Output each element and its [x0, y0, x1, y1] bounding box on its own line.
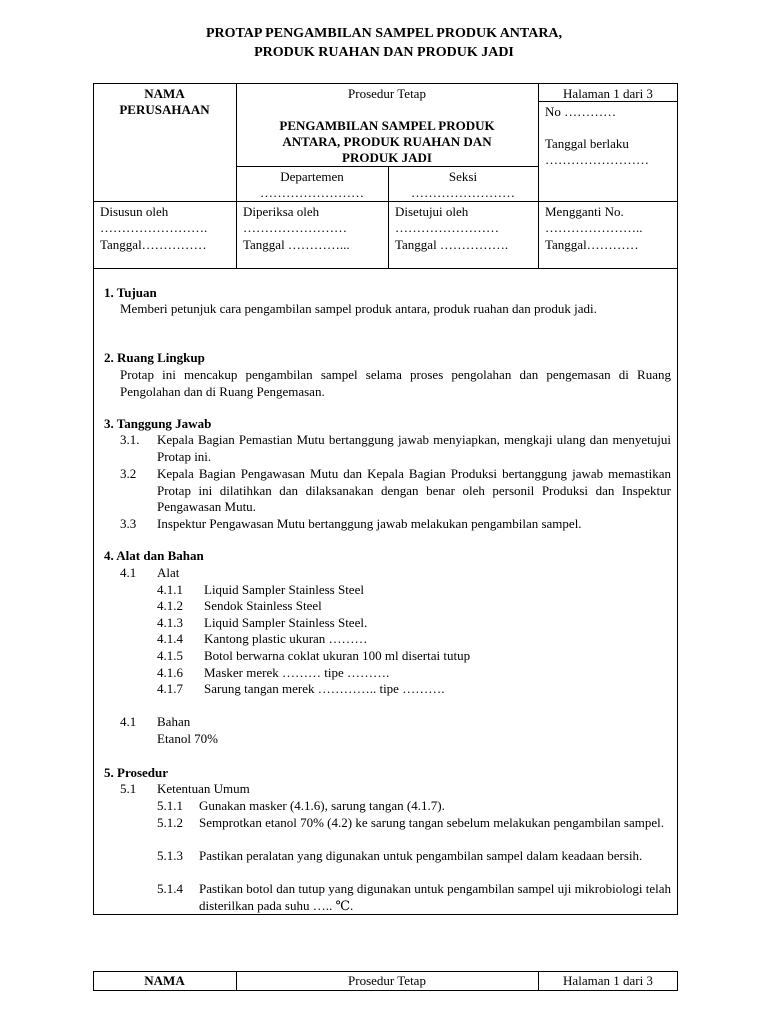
tool-1-number: 4.1.1 [157, 582, 183, 597]
tool-7-text: Sarung tangan merek ………….. tipe ………. [204, 681, 445, 696]
checked-date: Tanggal …………... [243, 237, 350, 252]
s5-item-2-text: Semprotkan etanol 70% (4.2) ke sarung tangan sebelum melakukan pengambilan sampel. [199, 815, 664, 830]
company-name-line-2: PERUSAHAAN [119, 102, 210, 117]
s3-item-1-number: 3.1. [120, 432, 140, 447]
tool-2-text: Sendok Stainless Steel [204, 598, 322, 613]
s4-1-label: Alat [157, 565, 180, 580]
s5-1-number: 5.1 [120, 781, 137, 796]
section-1-heading: 1. Tujuan [104, 285, 157, 300]
section-4-heading: 4. Alat dan Bahan [104, 548, 204, 563]
footer-doc-type: Prosedur Tetap [348, 973, 426, 988]
tool-5-number: 4.1.5 [157, 648, 183, 663]
prepared-date: Tanggal…………… [100, 237, 207, 252]
tool-6-text: Masker merek ……… tipe ………. [204, 665, 390, 680]
section-label: Seksi [448, 169, 478, 184]
tool-2-number: 4.1.2 [157, 598, 183, 613]
tool-3-number: 4.1.3 [157, 615, 183, 630]
doc-number: No ………… [545, 104, 617, 119]
s3-item-2-number: 3.2 [120, 466, 137, 481]
tool-4-number: 4.1.4 [157, 631, 183, 646]
s5-item-1-text: Gunakan masker (4.1.6), sarung tangan (4.1.7). [199, 798, 445, 813]
approved-date: Tanggal ……………. [395, 237, 509, 252]
signature-row-divider [93, 201, 678, 202]
tool-3-text: Liquid Sampler Stainless Steel. [204, 615, 368, 630]
section-5-heading: 5. Prosedur [104, 765, 169, 780]
s5-1-label: Ketentuan Umum [157, 781, 250, 796]
replaces-dots: ………………….. [545, 220, 643, 235]
s5-item-4-text: Pastikan botol dan tutup yang digunakan untuk pengambilan sampel uji mikrobiologi telah disterilkan pada suhu ….. ℃. [199, 881, 671, 913]
section-2-heading: 2. Ruang Lingkup [104, 350, 205, 365]
s3-item-2-text: Kepala Bagian Pengawasan Mutu dan Kepala Bagian Produksi bertanggung jawab memastikan Protap ini dilatihkan dan dilaksanakan dengan benar oleh personil Produksi dan Inspektur Pengawasan Mutu. [157, 466, 671, 514]
footer-company: NAMA [144, 973, 185, 988]
title-line-1: PROTAP PENGAMBILAN SAMPEL PRODUK ANTARA, [205, 26, 563, 41]
s3-item-3-text: Inspektur Pengawasan Mutu bertanggung jawab melakukan pengambilan sampel. [157, 516, 582, 531]
tool-5-text: Botol berwarna coklat ukuran 100 ml disertai tutup [204, 648, 471, 663]
company-name-line-1: NAMA [144, 86, 185, 101]
prepared-by-dots: ……………………. [100, 220, 208, 235]
valid-date-dots: …………………… [545, 152, 649, 167]
department-dots: …………………… [260, 185, 364, 200]
tool-1-text: Liquid Sampler Stainless Steel [204, 582, 364, 597]
s5-item-3-text: Pastikan peralatan yang digunakan untuk pengambilan sampel dalam keadaan bersih. [199, 848, 643, 863]
s5-item-1-number: 5.1.1 [157, 798, 183, 813]
s4-2-number: 4.1 [120, 714, 137, 729]
s5-item-2-number: 5.1.2 [157, 815, 183, 830]
s3-item-1-text: Kepala Bagian Pemastian Mutu bertanggung jawab menyiapkan, mengkaji ulang dan menyetujui Protap ini. [157, 432, 671, 464]
s3-item-3-number: 3.3 [120, 516, 137, 531]
approved-by-dots: …………………… [395, 220, 499, 235]
page-number: Halaman 1 dari 3 [563, 86, 653, 101]
checked-by-dots: …………………… [243, 220, 347, 235]
dept-row-divider [236, 166, 538, 167]
approved-by-label: Disetujui oleh [395, 204, 469, 219]
procedure-title-line-3: PRODUK JADI [342, 150, 432, 165]
footer-page: Halaman 1 dari 3 [563, 973, 653, 988]
section-3-heading: 3. Tanggung Jawab [104, 416, 212, 431]
procedure-title-line-2: ANTARA, PRODUK RUAHAN DAN [282, 134, 492, 149]
valid-date-label: Tanggal berlaku [545, 136, 629, 151]
title-line-2: PRODUK RUAHAN DAN PRODUK JADI [254, 45, 514, 60]
col-divider-3 [538, 83, 539, 269]
tool-6-number: 4.1.6 [157, 665, 183, 680]
document-title [0, 24, 768, 62]
s5-item-3-number: 5.1.3 [157, 848, 183, 863]
s4-2-label: Bahan [157, 714, 191, 729]
doc-type: Prosedur Tetap [348, 86, 426, 101]
tool-7-number: 4.1.7 [157, 681, 183, 696]
prepared-by-label: Disusun oleh [100, 204, 169, 219]
section-2-text: Protap ini mencakup pengambilan sampel selama proses pengolahan dan pengemasan di Ruang Pengolahan dan di Ruang Pengemasan. [120, 367, 671, 399]
procedure-title-line-1: PENGAMBILAN SAMPEL PRODUK [279, 118, 495, 133]
s5-item-4-number: 5.1.4 [157, 881, 183, 896]
section-dots: …………………… [411, 185, 515, 200]
section-1-text: Memberi petunjuk cara pengambilan sampel produk antara, produk ruahan dan produk jadi. [120, 301, 597, 316]
replaces-date: Tanggal………… [545, 237, 639, 252]
material-item: Etanol 70% [157, 731, 219, 746]
tool-4-text: Kantong plastic ukuran ……… [204, 631, 368, 646]
s4-1-number: 4.1 [120, 565, 137, 580]
checked-by-label: Diperiksa oleh [243, 204, 320, 219]
department-label: Departemen [280, 169, 344, 184]
replaces-label: Mengganti No. [545, 204, 624, 219]
